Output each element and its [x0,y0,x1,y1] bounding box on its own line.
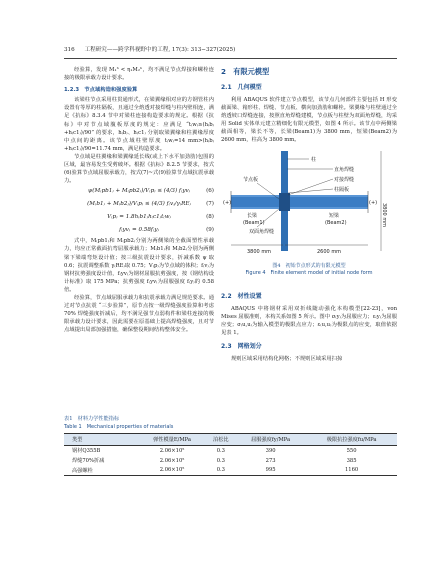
equation-6-body: ψ(M₍pb1₎ + M₍pb2₎)/V₍p₎ ≤ (4/3) f₍yv₎ [87,188,191,195]
cell-yield: 390 [265,447,276,454]
right-column [221,66,397,363]
equation-9-body: f₍yv₎ = 0.58f₍y₎ [119,227,159,234]
paragraph-conclusion: 经验算，节点域屈服承载力和抗震承载力满足规范要求。通过对节点抗震 “三步验算”，原节点按一级焊缝强度验算和考虑 70% 焊缝强度折减后，均不满足强节点弱构件和梁柱连接的极限承载力设计要求，因此需要在原基础上提高焊缝强度，且对节点域提出局部加强措施，确保整役期间结构整体安全。 [64,294,214,334]
paragraph-geometry: 利用 ABAQUS 软件建立节点模型，该节点几何部件主要包括 H 形变截面梁、箱形柱、焊缝、节点板、横向加劲肋和螺栓。梁翼缘与柱壁通过全熔透坡口焊缝连接，按照直角焊缝建模，节点板与柱壁为双面角焊缝，均采用 Solid 实体单元建立精细化有限元模型，如图 4 所示。该节点中两侧梁截面相等，梁长不等，长梁(Beam1)为 3800 mm，短梁(Beam2)为 2600 mm，柱高为 3800 mm。 [221,97,397,144]
paragraph-panel-zone: 节点域是柱翼缘和梁翼缘延长线(或上下水平加劲肋)包围的区域，最容易发生受剪破坏。根据《抗标》8.2.5 节要求，按式(6)验算节点域屈服承载力，按式(7)~式(9)验算节点域抗震承载力。 [64,153,214,185]
equation-7-number: (7) [206,201,214,208]
label-weld-butt: 对接焊缝 [334,176,355,183]
header-type: 类型 [64,434,137,446]
equation-9-number: (9) [206,227,214,234]
equation-8-body: V₍p₎ = 1.8h₍b1₎h₍c1₎t₍w₎ [107,214,171,221]
table-row [64,466,397,476]
short-beam-shape [288,197,368,207]
subsection-heading-2-1: 2.1 几何模型 [221,84,262,91]
cell-yield: 995 [235,466,306,476]
paragraph-material: ABAQUS 中将钢材采用双折线随动强化本构模型[22-23]，von Mises 屈服准则，本构关系如图 5 所示。图中 σ₍y₎为屈服应力；ε₍y₎为屈服应变；σ₍u,u₎为输入模型的极限点应力；ε₍u,u₎为极限点的应变，取值依据见表 1。 [221,305,397,336]
cell-type: 焊缝70%折减 [72,458,105,464]
long-beam-flange-top [231,195,281,197]
label-short-beam: 短梁 [329,212,340,219]
header-modulus: 弹性模量E/MPa [137,434,206,446]
header-yield: 屈服强度fy/MPa [235,434,306,446]
subsection-heading: 1.2.3 节点域构造和强度验算 [64,87,138,94]
header-poisson: 泊松比 [207,434,235,446]
fe-model-diagram [221,147,397,269]
label-node-plate: 节点板 [243,176,259,183]
cell-poisson: 0.3 [216,457,225,464]
label-long-beam-en: (Beam1) [243,219,265,226]
equation-8-number: (8) [206,214,214,221]
cell-modulus: 2.06×10⁵ [159,457,185,464]
label-weld-direct: 直角焊缝 [334,166,355,173]
label-short-beam-en: (Beam2) [325,219,347,226]
cell-modulus: 2.06×10⁵ [159,447,185,454]
material-table [64,433,397,476]
cell-yield: 273 [265,457,276,464]
header-ultimate: 极限抗拉强度fu/MPa [306,434,397,446]
label-double-fillet: 双面角焊缝 [249,228,275,235]
figure-fe-model [221,147,397,287]
label-left-dim: 3800 mm [247,248,272,255]
left-column [64,66,214,334]
label-height-dim: 3800 mm [381,202,387,227]
table-header-row [64,434,397,446]
section-heading-2: 2 有限元模型 [221,67,270,76]
label-right-dim: 2600 mm [317,248,342,255]
equation-9 [64,224,214,237]
header-rule [64,58,397,59]
cell-modulus: 2.06×10⁵ [137,466,206,476]
table-row [64,446,397,456]
cell-ultimate: 1160 [306,466,397,476]
material-table-block [64,416,397,476]
paragraph-construction: 该梁柱节点采用柱贯通形式，在梁翼缘相对应的方钢管柱内设置有等厚的柱隔板，且通过全熔透对接焊缝与柱内壁相连，满足《抗标》8.3.4 节中对梁柱连接构造要求的规定。根据《抗标》中对节点域腹板厚度的规定：应满足 “t₍w₎≥(h₍b₎+h₍c1₎)/90” 的要求，h₍b₎、h₍c1₎ 分别取梁翼缘和柱翼缘厚度中点间的距离。该节点域柱壁厚度 t₍w₎=14 mm>(h₍b₎+h₍c1₎)/90=11.74 mm，满足构造要求。 [64,97,214,152]
label-column-spacer: 柱隔板 [334,186,350,193]
paragraph-intro: 经验算，发现 M₁ʰ < η₁M₂ʰ，均不满足节点焊接和螺栓连接的极限承载力设计要求。 [64,67,214,82]
cell-ultimate: 550 [346,447,357,454]
cell-type: 钢材Q355B [72,448,101,455]
subsection-heading-2-2: 2.2 材性设置 [221,292,262,300]
paragraph-symbols: 式中，M₍pb1₎和 M₍pb2₎分别为两侧梁的全截面塑性承载力，均应正常截面抗弯屈服承载力；M₍b1₎和 M₍b2₎分别为两侧梁下梁端弯矩设计值；按三级抗震设计要求，折减系数 ψ 取 0.6；抗震调整系数 γ₍RE₎取 0.75；V₍p₎为节点域的体积；f₍v₎为钢材抗剪强度设计值，f₍yv₎为钢材屈服抗剪强度，按《钢结构设计标准》取 175 MPa；抗剪强度 f₍yv₎为屈服强度 f₍y₎的 0.58 倍。 [64,238,214,293]
table-caption-en: Table 1 Mechanical properties of materials [64,423,174,430]
paragraph-mesh: 规则区域采用结构化网格；不规则区域采用扫掠 [231,355,343,362]
running-header [64,44,397,56]
equation-8 [64,211,214,224]
equation-7 [64,198,214,211]
journal-title: 工程研究——跨学科视野中的工程, 17(3): 313−327(2025) [84,47,236,53]
figure-caption-cn: 图4 初始节点形式的有限元模型 [272,262,346,269]
table-row [64,456,397,466]
figure-caption-en: Figure 4 Finite element model of initial node form [245,270,373,277]
joint-region [279,193,290,211]
cell-poisson: 0.3 [207,466,235,476]
cell-poisson: 0.3 [216,447,225,454]
leader-spacer [288,189,333,193]
equation-6-number: (6) [206,188,214,195]
long-beam-flange-bottom [231,207,281,209]
short-beam-flange-top [288,195,368,197]
label-column: 柱 [311,156,317,163]
page-number: 316 [64,47,75,53]
short-beam-flange-bottom [288,207,368,209]
table-caption-cn: 表1 材料力学性能指标 [64,416,120,422]
label-long-beam: 长梁 [247,212,258,219]
label-left-marker: (+) [223,199,232,206]
long-beam-shape [231,197,281,207]
equation-7-body: (M₍b1₎ + M₍b2₎)/V₍p₎ ≤ (4/3) f₍v₎/γ₍RE₎ [87,201,191,208]
equation-6 [64,185,214,198]
label-right-marker: (+) [369,199,378,206]
cell-ultimate: 385 [346,457,357,464]
cell-type: 高强螺栓 [64,466,137,476]
subsection-heading-2-3: 2.3 网格划分 [221,342,262,350]
